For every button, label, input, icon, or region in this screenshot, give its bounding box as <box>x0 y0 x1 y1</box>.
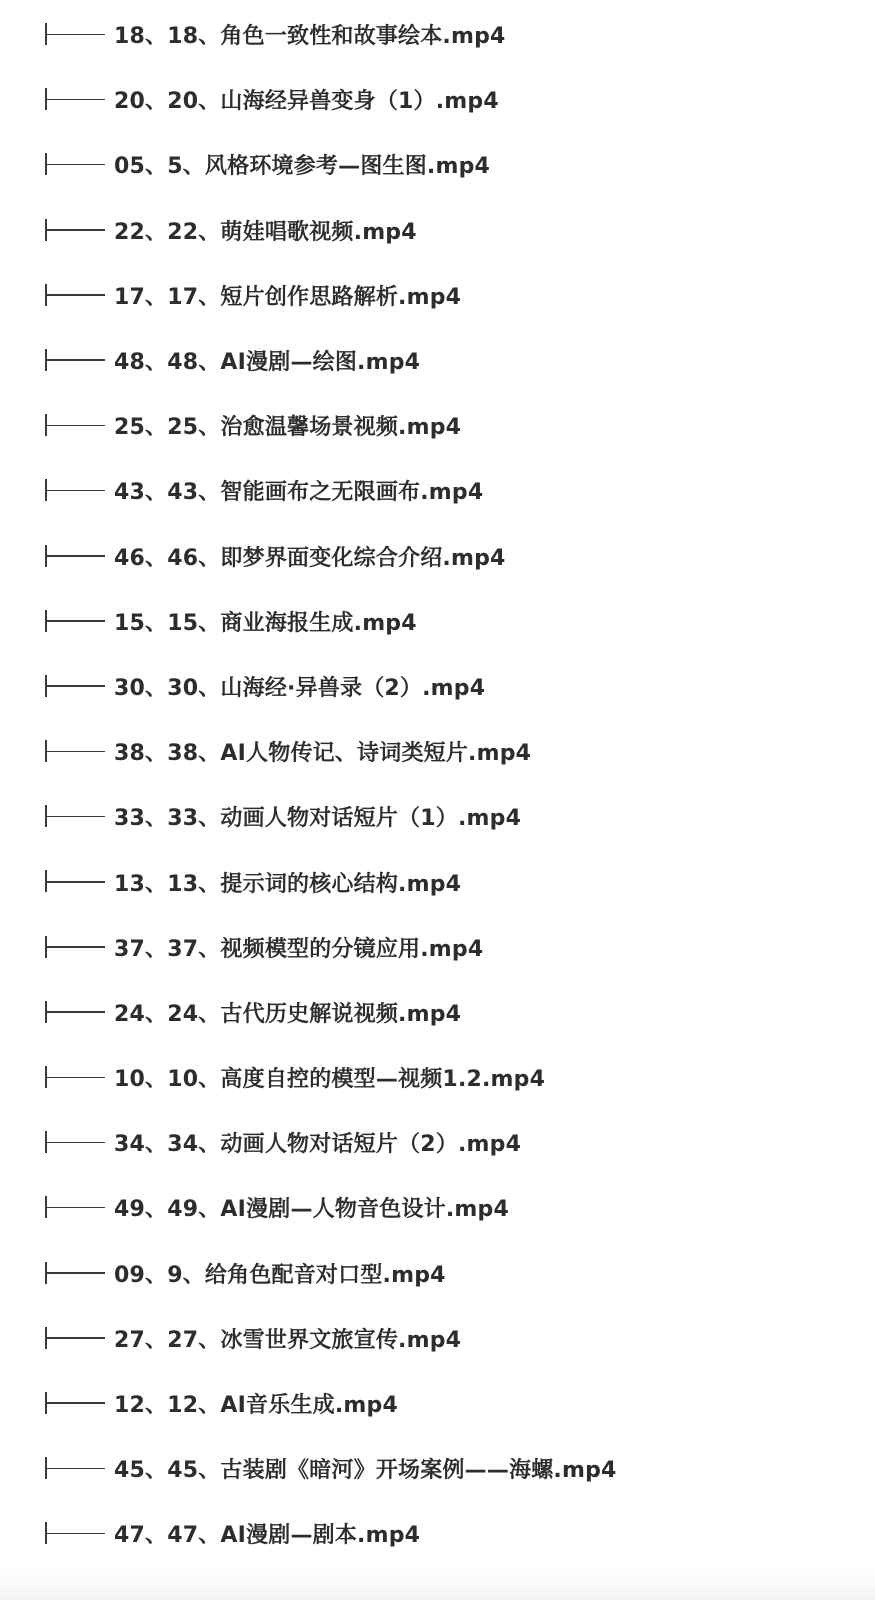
tree-branch-horizontal-line <box>46 816 105 818</box>
tree-branch-connector <box>45 479 105 501</box>
tree-branch-horizontal-line <box>46 1272 105 1274</box>
tree-branch-connector <box>45 1001 105 1023</box>
tree-branch-horizontal-line <box>46 881 105 883</box>
tree-branch-horizontal-line <box>46 620 105 622</box>
tree-branch-horizontal-line <box>46 555 105 557</box>
list-item[interactable] <box>0 328 875 393</box>
file-name[interactable]: 10、10、高度自控的模型—视频1.2.mp4 <box>114 1067 546 1093</box>
file-name[interactable]: 15、15、商业海报生成.mp4 <box>114 610 417 636</box>
file-name[interactable]: 12、12、AI音乐生成.mp4 <box>114 1393 398 1419</box>
file-name[interactable]: 09、9、给角色配音对口型.mp4 <box>114 1262 446 1288</box>
tree-branch-horizontal-line <box>46 946 105 948</box>
tree-branch-connector <box>45 610 105 632</box>
tree-branch-connector <box>45 1066 105 1088</box>
list-item[interactable] <box>0 1306 875 1371</box>
list-item[interactable] <box>0 1045 875 1110</box>
tree-branch-horizontal-line <box>46 1468 105 1470</box>
file-name[interactable]: 34、34、动画人物对话短片（2）.mp4 <box>114 1132 522 1158</box>
tree-branch-connector <box>45 1522 105 1544</box>
tree-branch-connector <box>45 1327 105 1349</box>
list-item[interactable] <box>0 719 875 784</box>
tree-branch-connector <box>45 1131 105 1153</box>
file-name[interactable]: 18、18、角色一致性和故事绘本.mp4 <box>114 24 506 50</box>
tree-branch-connector <box>45 740 105 762</box>
tree-branch-connector <box>45 349 105 371</box>
file-name[interactable]: 22、22、萌娃唱歌视频.mp4 <box>114 219 417 245</box>
tree-branch-connector <box>45 870 105 892</box>
file-name[interactable]: 49、49、AI漫剧—人物音色设计.mp4 <box>114 1197 509 1223</box>
tree-branch-connector <box>45 936 105 958</box>
file-name[interactable]: 48、48、AI漫剧—绘图.mp4 <box>114 350 421 376</box>
tree-branch-connector <box>45 675 105 697</box>
list-item[interactable] <box>0 980 875 1045</box>
tree-branch-horizontal-line <box>46 1142 105 1144</box>
bottom-divider <box>0 1570 875 1600</box>
list-item[interactable] <box>0 393 875 458</box>
tree-branch-horizontal-line <box>46 164 105 166</box>
tree-branch-horizontal-line <box>46 99 105 101</box>
tree-branch-connector <box>45 1262 105 1284</box>
list-item[interactable] <box>0 784 875 849</box>
file-name[interactable]: 27、27、冰雪世界文旅宣传.mp4 <box>114 1327 462 1353</box>
file-name[interactable]: 17、17、短片创作思路解析.mp4 <box>114 284 462 310</box>
tree-branch-connector <box>45 805 105 827</box>
tree-branch-connector <box>45 219 105 241</box>
file-name[interactable]: 45、45、古装剧《暗河》开场案例——海螺.mp4 <box>114 1458 617 1484</box>
file-name[interactable]: 37、37、视频模型的分镜应用.mp4 <box>114 936 484 962</box>
file-name[interactable]: 24、24、古代历史解说视频.mp4 <box>114 1001 462 1027</box>
tree-branch-connector <box>45 284 105 306</box>
file-name[interactable]: 43、43、智能画布之无限画布.mp4 <box>114 480 484 506</box>
list-item[interactable] <box>0 2 875 67</box>
tree-branch-horizontal-line <box>46 34 105 36</box>
file-name[interactable]: 33、33、动画人物对话短片（1）.mp4 <box>114 806 522 832</box>
list-item[interactable] <box>0 458 875 523</box>
tree-branch-horizontal-line <box>46 294 105 296</box>
file-name[interactable]: 47、47、AI漫剧—剧本.mp4 <box>114 1523 421 1549</box>
list-item[interactable] <box>0 1241 875 1306</box>
list-item[interactable] <box>0 67 875 132</box>
list-item[interactable] <box>0 1175 875 1240</box>
list-item[interactable] <box>0 263 875 328</box>
tree-branch-connector <box>45 1196 105 1218</box>
file-name[interactable]: 20、20、山海经异兽变身（1）.mp4 <box>114 89 499 115</box>
tree-branch-connector <box>45 23 105 45</box>
list-item[interactable] <box>0 198 875 263</box>
tree-branch-horizontal-line <box>46 1337 105 1339</box>
tree-branch-horizontal-line <box>46 490 105 492</box>
list-item[interactable] <box>0 132 875 197</box>
tree-branch-horizontal-line <box>46 1077 105 1079</box>
file-name[interactable]: 05、5、风格环境参考—图生图.mp4 <box>114 154 491 180</box>
tree-branch-horizontal-line <box>46 425 105 427</box>
tree-branch-horizontal-line <box>46 751 105 753</box>
list-item[interactable] <box>0 654 875 719</box>
file-name[interactable]: 30、30、山海经·异兽录（2）.mp4 <box>114 675 486 701</box>
list-item[interactable] <box>0 524 875 589</box>
list-item[interactable] <box>0 1501 875 1566</box>
list-item[interactable] <box>0 915 875 980</box>
tree-branch-horizontal-line <box>46 1011 105 1013</box>
file-name[interactable]: 13、13、提示词的核心结构.mp4 <box>114 871 462 897</box>
file-name[interactable]: 25、25、治愈温馨场景视频.mp4 <box>114 415 462 441</box>
tree-branch-horizontal-line <box>46 229 105 231</box>
tree-branch-connector <box>45 1457 105 1479</box>
list-item[interactable] <box>0 1110 875 1175</box>
tree-branch-horizontal-line <box>46 1533 105 1535</box>
file-tree-list <box>0 2 875 1567</box>
list-item[interactable] <box>0 1371 875 1436</box>
tree-branch-horizontal-line <box>46 1207 105 1209</box>
list-item[interactable] <box>0 589 875 654</box>
list-item[interactable] <box>0 1436 875 1501</box>
file-name[interactable]: 46、46、即梦界面变化综合介绍.mp4 <box>114 545 506 571</box>
tree-branch-connector <box>45 1392 105 1414</box>
tree-branch-connector <box>45 153 105 175</box>
file-name[interactable]: 38、38、AI人物传记、诗词类短片.mp4 <box>114 741 532 767</box>
tree-branch-connector <box>45 545 105 567</box>
tree-branch-connector <box>45 88 105 110</box>
tree-branch-connector <box>45 414 105 436</box>
tree-branch-horizontal-line <box>46 685 105 687</box>
tree-branch-horizontal-line <box>46 1402 105 1404</box>
list-item[interactable] <box>0 849 875 914</box>
tree-branch-horizontal-line <box>46 359 105 361</box>
